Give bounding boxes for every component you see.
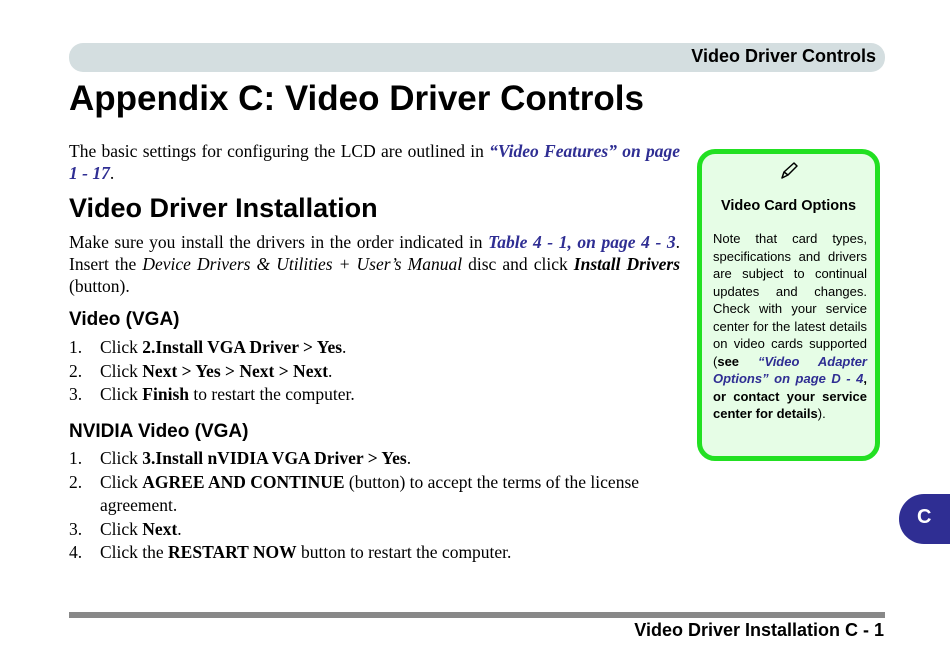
step-command: Next [142, 518, 178, 539]
step-number: 2. [69, 360, 83, 381]
pencil-icon [702, 160, 875, 188]
install-paragraph [69, 231, 680, 297]
list-item [69, 383, 669, 407]
appendix-tab [899, 494, 950, 544]
list-item [69, 471, 669, 518]
video-adapter-options-link[interactable]: “Video Adapter Options” on page D - 4 [713, 353, 867, 386]
install-text-2: . Insert the [69, 232, 680, 274]
note-end: ). [817, 406, 826, 421]
vga-steps [69, 336, 669, 407]
step-text: . [328, 360, 333, 381]
step-text: to restart the computer. [189, 384, 355, 404]
step-text: (button) to accept the terms of the license agreement. [100, 471, 640, 515]
step-command: 2.Install VGA Driver > Yes [142, 337, 343, 357]
step-text: . [342, 337, 347, 357]
note-contact: , or contact your service center for details [713, 371, 867, 421]
page-title: Appendix C: Video Driver Controls [69, 79, 644, 118]
list-item [69, 541, 669, 565]
list-item [69, 518, 669, 542]
note-body: Note that card types, specifications and drivers are subject to continual updates and changes. Check with your service center for the latest details on video cards supported ( [713, 231, 867, 369]
step-text: Click [100, 471, 143, 492]
step-text: . [406, 448, 412, 468]
table-link[interactable]: Table 4 - 1, on page 4 - 3 [488, 232, 676, 252]
step-text: button to restart the computer. [296, 542, 512, 562]
step-text: Click [100, 337, 143, 357]
step-number: 3. [69, 384, 83, 404]
note-see: see [717, 353, 740, 369]
list-item [69, 447, 669, 471]
step-text: . [177, 518, 182, 539]
step-command: Finish [142, 384, 189, 404]
pencil-icon-graphic [778, 160, 800, 182]
appendix-tab-letter: C [917, 506, 932, 528]
media-name: Device Drivers & Utilities + User’s Manual [142, 254, 463, 274]
step-text: Click [100, 518, 143, 539]
install-text-3: disc and click [462, 254, 574, 274]
step-command: AGREE AND CONTINUE [142, 471, 345, 492]
step-command: RESTART NOW [168, 542, 297, 562]
intro-text: The basic settings for configuring the LCD are outlined in [69, 141, 490, 161]
nvidia-heading: NVIDIA Video (VGA) [69, 421, 249, 442]
step-number: 1. [69, 337, 83, 357]
header-bar [69, 43, 885, 72]
install-text-4: (button). [69, 276, 130, 296]
step-command: 3.Install nVIDIA VGA Driver > Yes [142, 448, 407, 468]
note-title: Video Card Options [720, 198, 857, 214]
video-card-options-note [697, 149, 880, 461]
vga-heading: Video (VGA) [69, 309, 180, 330]
list-item [69, 360, 669, 384]
step-text: Click the [100, 542, 169, 562]
video-features-link[interactable]: “Video Features” on page 1 - 17 [69, 141, 680, 183]
intro-paragraph [69, 140, 680, 184]
step-number: 3. [69, 518, 83, 539]
step-number: 2. [69, 471, 83, 492]
header-title: Video Driver Controls [691, 46, 876, 66]
step-command: Next > Yes > Next > Next [142, 360, 329, 381]
install-text-1: Make sure you install the drivers in the order indicated in [69, 232, 489, 252]
footer-text: Video Driver Installation C - 1 [634, 620, 884, 640]
step-text: Click [100, 360, 143, 381]
note-text [713, 230, 867, 423]
step-text: Click [100, 384, 143, 404]
step-number: 4. [69, 542, 83, 562]
footer-rule [69, 612, 885, 618]
step-text: Click [100, 448, 143, 468]
section-heading: Video Driver Installation [69, 193, 378, 223]
install-drivers-label: Install Drivers [573, 254, 681, 274]
list-item [69, 336, 669, 360]
step-number: 1. [69, 448, 83, 468]
nvidia-steps [69, 447, 669, 565]
intro-end: . [109, 163, 115, 183]
